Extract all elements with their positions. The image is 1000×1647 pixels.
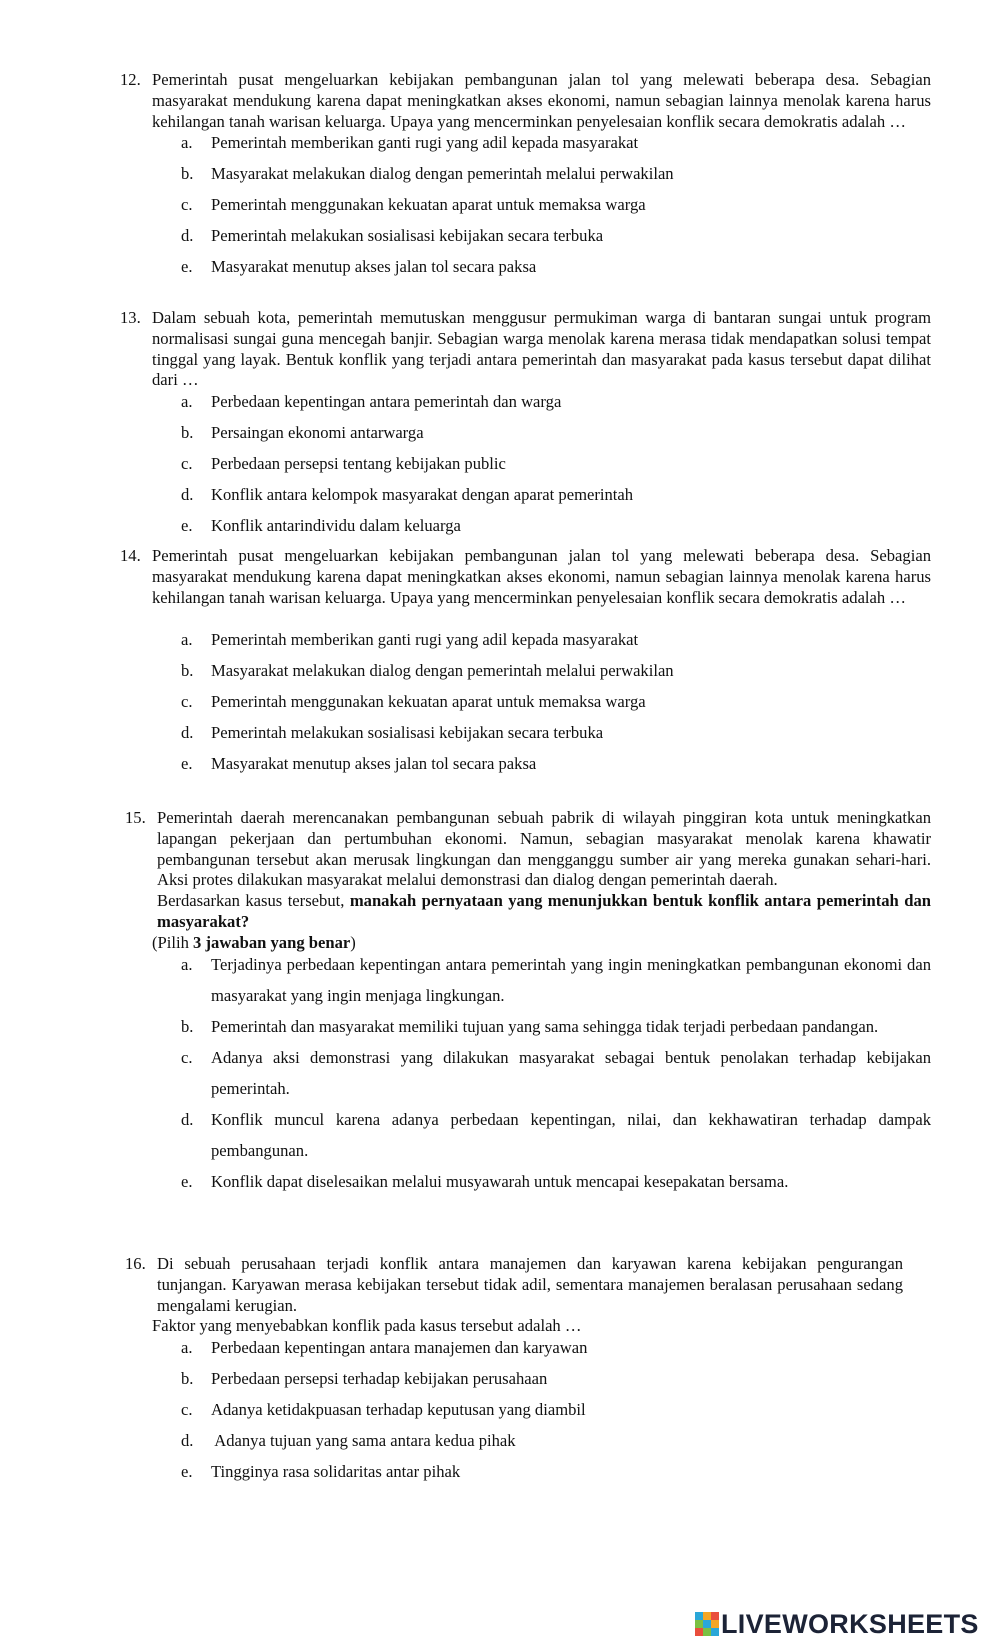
option-b[interactable] xyxy=(181,164,931,195)
option-letter: d. xyxy=(181,1431,194,1451)
question-12 xyxy=(120,70,931,288)
option-text: Pemerintah dan masyarakat memiliki tujuan yang sama sehingga tidak terjadi perbedaan pandangan. xyxy=(211,1016,879,1036)
liveworksheets-grid-icon xyxy=(695,1612,719,1636)
option-text: Pemerintah memberikan ganti rugi yang adil kepada masyarakat xyxy=(211,133,639,153)
option-letter: a. xyxy=(181,630,193,650)
option-c[interactable] xyxy=(181,1400,931,1431)
option-letter: a. xyxy=(181,954,193,974)
option-letter: d. xyxy=(181,1109,194,1129)
prompt-plain: Berdasarkan kasus tersebut, xyxy=(157,891,345,911)
option-text: Pemerintah melakukan sosialisasi kebijakan secara terbuka xyxy=(211,723,604,743)
option-letter: c. xyxy=(181,195,193,215)
logo-text: LIVEWORKSHEETS xyxy=(721,1608,979,1639)
option-letter: d. xyxy=(181,723,194,743)
option-text: Perbedaan kepentingan antara pemerintah dan warga xyxy=(211,392,562,412)
option-d[interactable] xyxy=(181,1104,931,1166)
question-14 xyxy=(120,546,931,785)
logo-grid-cell xyxy=(703,1612,711,1620)
option-b[interactable] xyxy=(181,1011,931,1042)
logo-grid-cell xyxy=(695,1628,703,1636)
question-number: 16. xyxy=(125,1254,146,1273)
option-a[interactable] xyxy=(181,630,931,661)
option-text: Persaingan ekonomi antarwarga xyxy=(211,423,424,443)
option-letter: c. xyxy=(181,1047,193,1067)
option-text: Masyarakat menutup akses jalan tol secara paksa xyxy=(211,754,537,774)
option-c[interactable] xyxy=(181,1042,931,1104)
option-e[interactable] xyxy=(181,754,931,785)
logo-grid-cell xyxy=(703,1628,711,1636)
option-letter: c. xyxy=(181,454,193,474)
instruction-close: ) xyxy=(350,932,356,952)
option-letter: b. xyxy=(181,1369,194,1389)
option-text: Konflik antara kelompok masyarakat dengan aparat pemerintah xyxy=(211,485,634,505)
option-letter: a. xyxy=(181,133,193,153)
question-number: 15. xyxy=(125,808,146,827)
option-text: Masyarakat melakukan dialog dengan pemerintah melalui perwakilan xyxy=(211,661,674,681)
option-d[interactable] xyxy=(181,226,931,257)
option-letter: e. xyxy=(181,1171,193,1191)
option-text: Pemerintah melakukan sosialisasi kebijakan secara terbuka xyxy=(211,226,604,246)
question-number: 14. xyxy=(120,546,141,565)
option-letter: b. xyxy=(181,164,194,184)
option-letter: b. xyxy=(181,1016,194,1036)
prompt-bold: manakah pernyataan yang menunjukkan bentuk konflik antara pemerintah dan masyarakat? xyxy=(157,891,931,931)
options-list xyxy=(120,1338,931,1493)
option-text: Perbedaan persepsi tentang kebijakan public xyxy=(211,454,506,474)
option-letter: a. xyxy=(181,392,193,412)
option-c[interactable] xyxy=(181,692,931,723)
option-d[interactable] xyxy=(181,1431,931,1462)
option-text: Tingginya rasa solidaritas antar pihak xyxy=(211,1462,461,1482)
option-d[interactable] xyxy=(181,485,931,516)
question-prompt xyxy=(157,891,931,933)
options-list xyxy=(120,630,931,785)
option-text: Masyarakat melakukan dialog dengan pemerintah melalui perwakilan xyxy=(211,164,674,184)
question-stem: Pemerintah daerah merencanakan pembangunan sebuah pabrik di wilayah pinggiran kota untuk meningkatkan lapangan pekerjaan dan pertumbuhan ekonomi. Namun, sebagian masyarakat menolak karena khawatir pembangunan tersebut akan merusak lingkungan dan mengganggu sumber air yang mereka gunakan sehari-hari. Aksi protes dilakukan masyarakat melalui demonstrasi dan dialog dengan pemerintah daerah. xyxy=(157,808,931,890)
option-text: Adanya aksi demonstrasi yang dilakukan masyarakat sebagai bentuk penolakan terhadap kebijakan pemerintah. xyxy=(211,1047,931,1098)
option-e[interactable] xyxy=(181,516,931,547)
option-letter: e. xyxy=(181,516,193,536)
options-list xyxy=(120,133,931,288)
option-a[interactable] xyxy=(181,1338,931,1369)
option-d[interactable] xyxy=(181,723,931,754)
option-text: Pemerintah menggunakan kekuatan aparat untuk memaksa warga xyxy=(211,692,646,712)
logo-grid-cell xyxy=(703,1620,711,1628)
options-list xyxy=(120,392,931,547)
option-text: Adanya ketidakpuasan terhadap keputusan yang diambil xyxy=(211,1400,586,1420)
option-b[interactable] xyxy=(181,661,931,692)
option-letter: e. xyxy=(181,754,193,774)
question-13 xyxy=(120,308,931,547)
instruction-open: (Pilih xyxy=(152,932,189,952)
option-e[interactable] xyxy=(181,257,931,288)
question-stem: Pemerintah pusat mengeluarkan kebijakan pembangunan jalan tol yang melewati beberapa desa. Sebagian masyarakat mendukung karena dapat meningkatkan akses ekonomi, namun sebagian lainnya menolak karena harus kehilangan tanah warisan keluarga. Upaya yang mencerminkan penyelesaian konflik secara demokratis adalah … xyxy=(152,70,931,131)
liveworksheets-logo xyxy=(695,1610,979,1638)
logo-grid-cell xyxy=(711,1612,719,1620)
option-letter: a. xyxy=(181,1338,193,1358)
option-letter: b. xyxy=(181,423,194,443)
option-text: Konflik dapat diselesaikan melalui musyawarah untuk mencapai kesepakatan bersama. xyxy=(211,1171,789,1191)
option-b[interactable] xyxy=(181,423,931,454)
option-text: Konflik antarindividu dalam keluarga xyxy=(211,516,461,536)
question-number: 12. xyxy=(120,70,141,89)
question-number: 13. xyxy=(120,308,141,327)
option-text: Masyarakat menutup akses jalan tol secara paksa xyxy=(211,257,537,277)
option-letter: d. xyxy=(181,226,194,246)
option-text: Adanya tujuan yang sama antara kedua pihak xyxy=(211,1431,516,1451)
logo-grid-cell xyxy=(711,1620,719,1628)
option-letter: d. xyxy=(181,485,194,505)
option-a[interactable] xyxy=(181,949,931,1011)
question-stem: Dalam sebuah kota, pemerintah memutuskan menggusur permukiman warga di bantaran sungai untuk program normalisasi sungai guna mencegah banjir. Sebagian warga menolak karena merasa tidak mendapatkan solusi tempat tinggal yang layak. Bentuk konflik yang terjadi antara pemerintah dan masyarakat pada kasus tersebut dapat dilihat dari … xyxy=(152,308,931,390)
option-b[interactable] xyxy=(181,1369,931,1400)
question-15 xyxy=(120,808,931,1197)
option-a[interactable] xyxy=(181,392,931,423)
question-16 xyxy=(120,1254,931,1493)
question-prompt: Faktor yang menyebabkan konflik pada kasus tersebut adalah … xyxy=(152,1316,582,1336)
option-c[interactable] xyxy=(181,195,931,226)
option-text: Terjadinya perbedaan kepentingan antara pemerintah yang ingin meningkatkan pembangunan ekonomi dan masyarakat yang ingin menjaga lingkungan. xyxy=(211,954,931,1005)
logo-grid-cell xyxy=(695,1612,703,1620)
logo-grid-cell xyxy=(711,1628,719,1636)
option-e[interactable] xyxy=(181,1462,931,1493)
option-text: Pemerintah menggunakan kekuatan aparat untuk memaksa warga xyxy=(211,195,646,215)
option-text: Konflik muncul karena adanya perbedaan kepentingan, nilai, dan kekhawatiran terhadap dampak pembangunan. xyxy=(211,1109,931,1160)
option-letter: e. xyxy=(181,257,193,277)
option-c[interactable] xyxy=(181,454,931,485)
option-letter: e. xyxy=(181,1462,193,1482)
logo-grid-cell xyxy=(695,1620,703,1628)
option-text: Perbedaan persepsi terhadap kebijakan perusahaan xyxy=(211,1369,548,1389)
option-text: Pemerintah memberikan ganti rugi yang adil kepada masyarakat xyxy=(211,630,639,650)
option-letter: c. xyxy=(181,1400,193,1420)
option-letter: b. xyxy=(181,661,194,681)
option-a[interactable] xyxy=(181,133,931,164)
option-e[interactable] xyxy=(181,1166,931,1197)
question-stem: Pemerintah pusat mengeluarkan kebijakan pembangunan jalan tol yang melewati beberapa desa. Sebagian masyarakat mendukung karena dapat meningkatkan akses ekonomi, namun sebagian lainnya menolak karena harus kehilangan tanah warisan keluarga. Upaya yang mencerminkan penyelesaian konflik secara demokratis adalah … xyxy=(152,546,931,607)
option-letter: c. xyxy=(181,692,193,712)
options-list xyxy=(120,949,931,1197)
question-stem: Di sebuah perusahaan terjadi konflik antara manajemen dan karyawan karena kebijakan pengurangan tunjangan. Karyawan merasa kebijakan tersebut tidak adil, sementara manajemen beralasan perusahaan sedang mengalami kerugian. xyxy=(157,1254,903,1315)
instruction-bold: 3 jawaban yang benar xyxy=(193,932,351,952)
option-text: Perbedaan kepentingan antara manajemen dan karyawan xyxy=(211,1338,588,1358)
